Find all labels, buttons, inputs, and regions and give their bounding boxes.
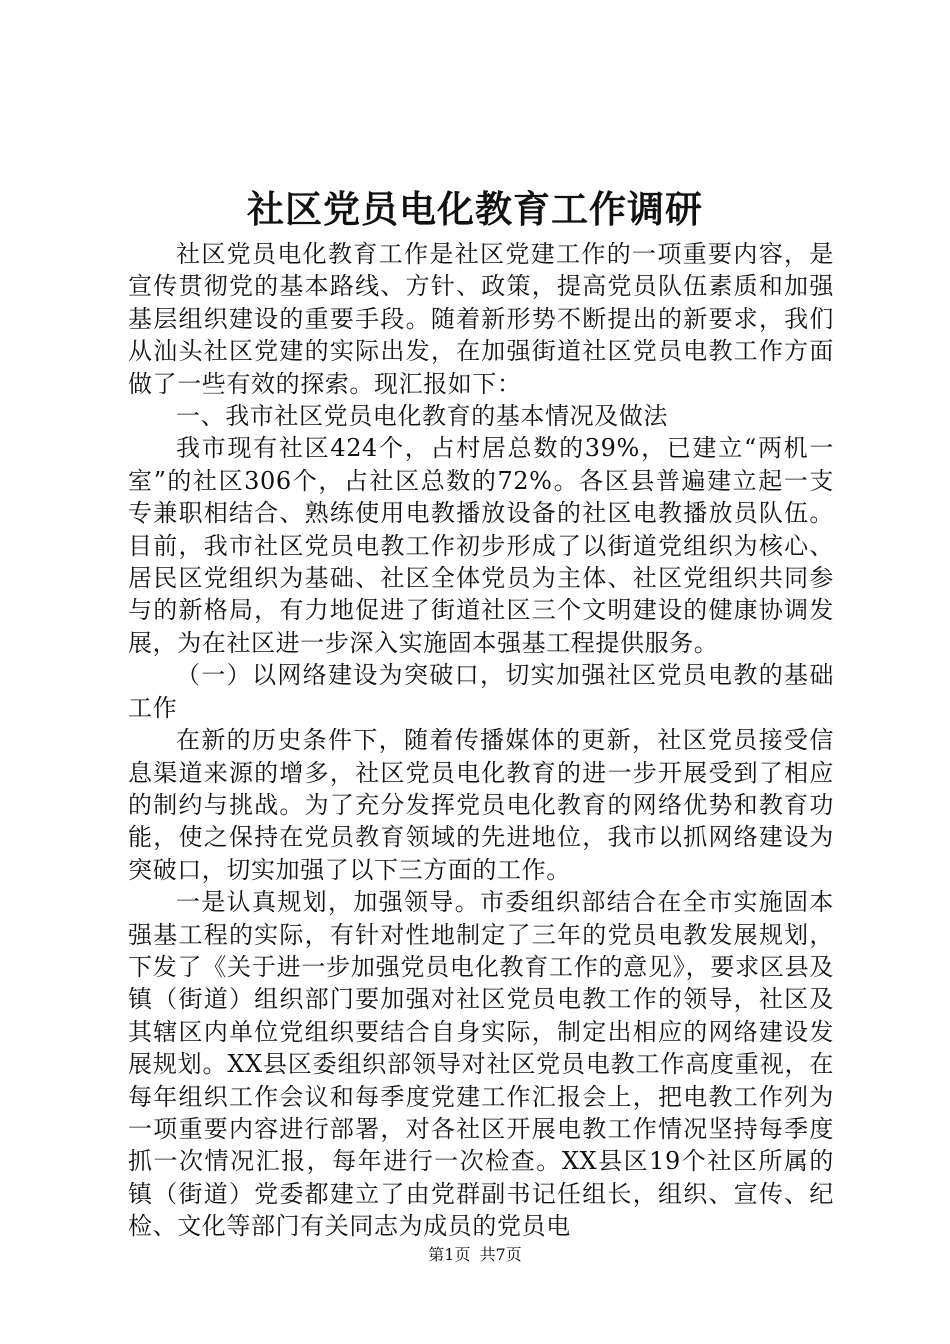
page-footer	[0, 1244, 950, 1266]
paragraph-planning: 一是认真规划，加强领导。市委组织部结合在全市实施固本强基工程的实际，有针对性地制定了三年的党员电教发展规划，下发了《关于进一步加强党员电化教育工作的意见》，要求区县及镇（街道）组织部门要加强对社区党员电教工作的领导，社区及其辖区内单位党组织要结合自身实际，制定出相应的网络建设发展规划。XX县区委组织部领导对社区党员电教工作高度重视，在每年组织工作会议和每季度党建工作汇报会上，把电教工作列为一项重要内容进行部署，对各社区开展电教工作情况坚持每季度抓一次情况汇报，每年进行一次检查。XX县区19个社区所属的镇（街道）党委都建立了由党群副书记任组长，组织、宣传、纪检、文化等部门有关同志为成员的党员电	[128, 888, 834, 1241]
paragraph-intro: 社区党员电化教育工作是社区党建工作的一项重要内容，是宣传贯彻党的基本路线、方针、政策，提高党员队伍素质和加强基层组织建设的重要手段。随着新形势不断提出的新要求，我们从汕头社区党建的实际出发，在加强街道社区党员电教工作方面做了一些有效的探索。现汇报如下：	[128, 240, 834, 398]
page-number: 第1页	[428, 1245, 471, 1264]
page-total: 共7页	[479, 1245, 522, 1264]
paragraph-situation: 我市现有社区424个，占村居总数的39%，已建立“两机一室”的社区306个，占社区总数的72%。各区县普遍建立起一支专兼职相结合、熟练使用电教播放设备的社区电教播放员队伍。目前，我市社区党员电教工作初步形成了以街道党组织为核心、居民区党组织为基础、社区全体党员为主体、社区党组织共同参与的新格局，有力地促进了街道社区三个文明建设的健康协调发展，为在社区进一步深入实施固本强基工程提供服务。	[128, 434, 834, 657]
section-heading-1: 一、我市社区党员电化教育的基本情况及做法	[176, 402, 668, 431]
subsection-heading-1: （一）以网络建设为突破口，切实加强社区党员电教的基础工作	[128, 661, 834, 722]
paragraph-network: 在新的历史条件下，随着传播媒体的更新，社区党员接受信息渠道来源的增多，社区党员电化教育的进一步开展受到了相应的制约与挑战。为了充分发挥党员电化教育的网络优势和教育功能，使之保持在党员教育领域的先进地位，我市以抓网络建设为突破口，切实加强了以下三方面的工作。	[128, 726, 834, 884]
document-body	[128, 238, 834, 1243]
page-title: 社区党员电化教育工作调研	[247, 187, 703, 231]
